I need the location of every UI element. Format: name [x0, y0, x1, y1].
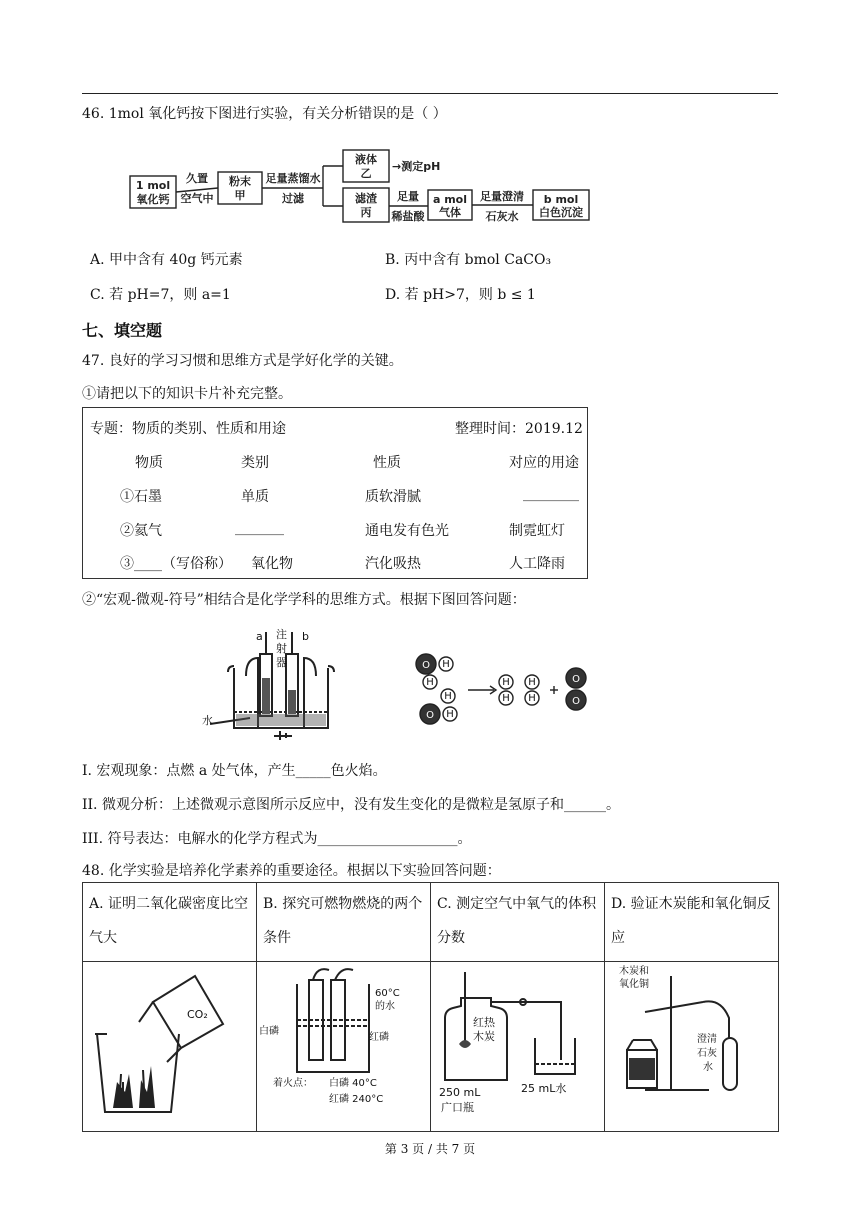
flow-measure: →测定pH — [392, 160, 441, 173]
atom-h: H — [528, 693, 536, 704]
q47-item-3: III. 符号表达：电解水的化学方程式为____________________。 — [82, 831, 472, 847]
atom-h: H — [446, 709, 454, 720]
q47-sub2: ②“宏观-微观-符号”相结合是化学学科的思维方式。根据下图回答问题： — [82, 592, 526, 608]
label-syringe: 注 — [276, 628, 287, 641]
card-date: 整理时间：2019.12 — [455, 421, 583, 437]
q46-option-c[interactable]: C. 若 pH=7，则 a=1 — [90, 287, 231, 303]
flow-liquid-2: 乙 — [360, 167, 372, 180]
card-cell: 通电发有色光 — [365, 523, 449, 539]
label-syringe: 射 — [276, 642, 287, 655]
flow-gas-2: 气体 — [439, 206, 461, 219]
flow-step2-1: 足量蒸馏水 — [265, 172, 321, 185]
flow-powder-2: 甲 — [234, 189, 246, 202]
atom-o: O — [422, 660, 430, 671]
card-header: 对应的用途 — [509, 455, 579, 471]
atom-o: O — [572, 696, 580, 707]
combustion-figure — [257, 962, 429, 1118]
flow-precip-1: b mol — [543, 193, 579, 206]
q46-stem: 46. 1mol 氧化钙按下图进行实验，有关分析错误的是（ ） — [82, 106, 447, 122]
flow-powder-1: 粉末 — [229, 175, 251, 188]
flow-step3-2: 稀盐酸 — [391, 210, 425, 223]
flow-residue-2: 丙 — [360, 206, 372, 219]
atom-h: H — [444, 691, 452, 702]
q46-option-b[interactable]: B. 丙中含有 bmol CaCO₃ — [385, 252, 552, 268]
label-carbon: 木炭 — [473, 1030, 495, 1043]
card-cell: ①石墨 — [120, 489, 162, 505]
atom-h: H — [442, 659, 450, 670]
label-a: a — [256, 630, 263, 643]
q46-option-d[interactable]: D. 若 pH>7，则 b ≤ 1 — [385, 287, 536, 303]
label-limewater: 澄清 — [697, 1034, 717, 1045]
atom-h: H — [502, 677, 510, 688]
flow-step4-1: 足量澄清 — [480, 190, 524, 203]
label-co2: CO₂ — [187, 1008, 208, 1021]
flow-step1-2: 空气中 — [180, 192, 214, 205]
flow-step4-2: 石灰水 — [485, 210, 519, 223]
label-bottle: 广口瓶 — [441, 1101, 474, 1114]
atom-o: O — [426, 710, 434, 721]
flow-step1-1: 久置 — [186, 172, 208, 185]
card-cell: 人工降雨 — [509, 556, 565, 572]
label-syringe: 器 — [276, 656, 287, 669]
label-red-p: 红磷 — [369, 1032, 389, 1043]
q47-item-1: I. 宏观现象：点燃 a 处气体，产生_____色火焰。 — [82, 763, 387, 779]
q48-stem: 48. 化学实验是培养化学素养的重要途径。根据以下实验回答问题： — [82, 863, 501, 879]
flow-step2-2: 过滤 — [282, 192, 304, 205]
q47-stem: 47. 良好的学习习惯和思维方式是学好化学的关键。 — [82, 353, 403, 369]
page-footer: 第 3 页 / 共 7 页 — [384, 1142, 476, 1156]
experiment-table — [82, 882, 779, 1132]
flow-precip-2: 白色沉淀 — [539, 206, 583, 219]
q47-item-2: II. 微观分析：上述微观示意图所示反应中，没有发生变化的是微粒是氢原子和______。 — [82, 797, 620, 813]
exp-header-d: D. 验证木炭能和氧化铜反应 — [605, 883, 779, 962]
flow-step3-1: 足量 — [397, 190, 419, 203]
exp-figure-d — [605, 962, 779, 1132]
card-cell: 汽化吸热 — [365, 556, 421, 572]
flow-residue-1: 滤渣 — [355, 192, 377, 205]
label-water-volume: 25 mL水 — [521, 1082, 567, 1095]
section-title: 七、填空题 — [82, 321, 163, 340]
atom-o: O — [572, 674, 580, 685]
q46-option-a[interactable]: A. 甲中含有 40g 钙元素 — [90, 252, 243, 268]
card-cell: 质软滑腻 — [365, 489, 421, 505]
reaction-micro-diagram — [410, 652, 610, 732]
knowledge-card — [82, 407, 588, 579]
flow-liquid-1: 液体 — [355, 153, 377, 166]
card-header: 物质 — [135, 455, 163, 471]
label-mix: 木炭和 — [619, 966, 649, 977]
label-water: 水 — [202, 714, 213, 727]
label-water-temp: 60°C — [375, 988, 400, 999]
header-rule — [82, 93, 778, 94]
card-cell-blank[interactable]: ③____（写俗称） — [120, 556, 232, 572]
card-header: 性质 — [373, 455, 401, 471]
q47-sub1: ①请把以下的知识卡片补充完整。 — [82, 386, 292, 402]
label-water: 的水 — [375, 1001, 395, 1012]
card-cell: 氧化物 — [251, 556, 293, 572]
co2-pour-figure — [83, 962, 253, 1118]
card-topic: 专题：物质的类别、性质和用途 — [90, 421, 286, 437]
exp-header-c: C. 测定空气中氧气的体积分数 — [431, 883, 605, 962]
label-limewater: 水 — [703, 1062, 713, 1073]
atom-h: H — [528, 677, 536, 688]
oxygen-volume-figure — [431, 962, 603, 1118]
label-white-p: 白磷 — [259, 1026, 279, 1037]
carbon-copper-figure — [605, 962, 777, 1118]
exp-figure-b — [257, 962, 431, 1132]
label-bottle: 250 mL — [439, 1086, 481, 1099]
flow-start-2: 氧化钙 — [136, 193, 170, 206]
atom-h: H — [426, 677, 434, 688]
electrolysis-apparatus — [200, 628, 350, 740]
card-blank[interactable]: _______ — [235, 520, 284, 536]
card-cell: ②氦气 — [120, 523, 162, 539]
card-header: 类别 — [241, 455, 269, 471]
exp-figure-a — [83, 962, 257, 1132]
exp-header-b: B. 探究可燃物燃烧的两个条件 — [257, 883, 431, 962]
card-cell: 单质 — [241, 489, 269, 505]
q46-flow-diagram — [128, 148, 598, 228]
label-limewater: 石灰 — [697, 1048, 717, 1059]
exp-header-a: A. 证明二氧化碳密度比空气大 — [83, 883, 257, 962]
exp-figure-c — [431, 962, 605, 1132]
label-carbon: 红热 — [473, 1016, 495, 1029]
atom-h: H — [502, 693, 510, 704]
card-blank[interactable]: ________ — [523, 486, 579, 502]
flow-start-1: 1 mol — [135, 179, 171, 192]
label-mix: 氧化铜 — [619, 979, 649, 990]
flow-gas-1: a mol — [432, 193, 468, 206]
label-ignition: 着火点： — [273, 1078, 313, 1089]
card-cell: 制霓虹灯 — [509, 523, 565, 539]
label-white-ignition: 白磷 40°C — [329, 1078, 377, 1089]
label-red-ignition: 红磷 240°C — [329, 1094, 384, 1105]
label-b: b — [302, 630, 309, 643]
